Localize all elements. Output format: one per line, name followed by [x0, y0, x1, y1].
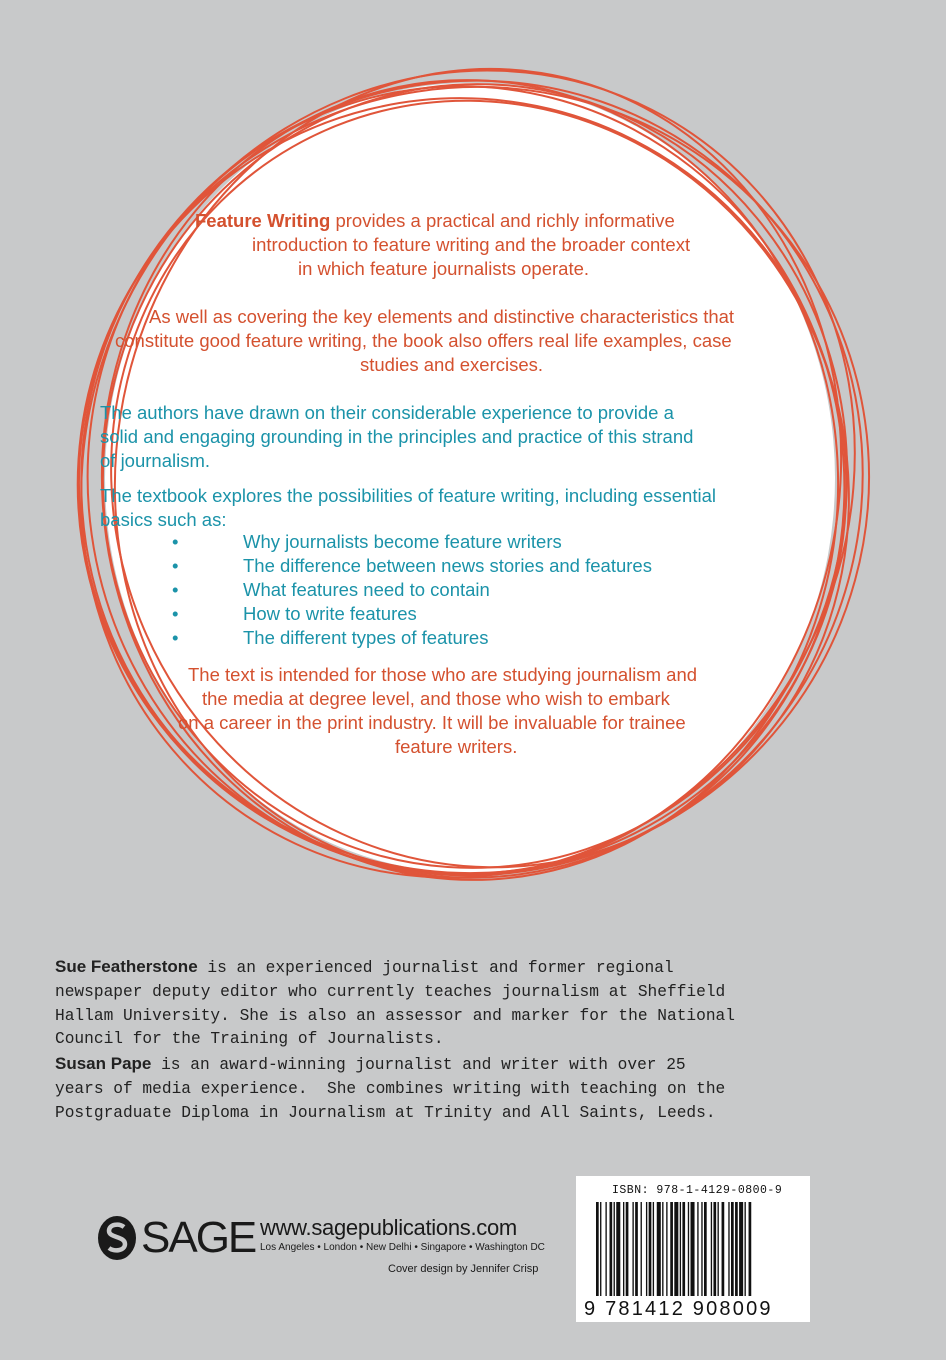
blurb-para5-line2: the media at degree level, and those who wish to embark	[202, 688, 670, 709]
barcode-bar	[641, 1202, 642, 1296]
barcode-bar	[749, 1202, 752, 1296]
author-bios	[55, 955, 835, 1126]
barcode-bar	[626, 1202, 629, 1296]
list-item	[172, 626, 652, 650]
blurb-para2-line1: As well as covering the key elements and distinctive characteristics that	[149, 306, 735, 327]
publisher-url: www.sagepublications.com	[260, 1215, 517, 1240]
bullet-text: The difference between news stories and features	[243, 555, 652, 576]
author2-bio-line2: years of media experience. She combines writing with teaching on the	[55, 1079, 726, 1098]
author1-bio-line2: newspaper deputy editor who currently teaches journalism at Sheffield	[55, 982, 726, 1001]
blurb-para3-line2: solid and engaging grounding in the principles and practice of this strand	[100, 426, 694, 447]
barcode-bar	[616, 1202, 620, 1296]
blurb-para1-line3: in which feature journalists operate.	[298, 258, 590, 279]
barcode-bar	[728, 1202, 729, 1296]
blurb-para5-line4: feature writers.	[395, 736, 518, 757]
barcode-bar	[653, 1202, 654, 1296]
barcode-bar	[600, 1202, 601, 1296]
bullet-text: Why journalists become feature writers	[243, 531, 562, 552]
bullet-icon: •	[172, 579, 179, 600]
basics-bullet-list	[172, 530, 652, 650]
barcode-bar	[697, 1202, 698, 1296]
barcode-bar	[745, 1202, 746, 1296]
list-item	[172, 602, 652, 626]
barcode-bar	[739, 1202, 743, 1296]
bullet-text: What features need to contain	[243, 579, 490, 600]
bullet-icon: •	[172, 627, 179, 648]
barcode-bar	[614, 1202, 615, 1296]
barcode-bar	[735, 1202, 738, 1296]
blurb-para5-line1: The text is intended for those who are studying journalism and	[188, 664, 698, 685]
barcode-bar	[662, 1202, 663, 1296]
bullet-text: The different types of features	[243, 627, 489, 648]
barcode-bar	[605, 1202, 606, 1296]
blurb-para2-line2: constitute good feature writing, the book also offers real life examples, case	[115, 330, 732, 351]
author1-bio-line4: Council for the Training of Journalists.	[55, 1030, 444, 1049]
barcode-bar	[711, 1202, 712, 1296]
barcode-bar	[682, 1202, 685, 1296]
blurb-para3-line1: The authors have drawn on their considerable experience to provide a	[100, 402, 674, 423]
author1-bio-line1: is an experienced journalist and former regional	[197, 959, 674, 977]
barcode-bar	[713, 1202, 716, 1296]
blurb-para2-line3: studies and exercises.	[360, 354, 544, 375]
barcode-bar	[680, 1202, 681, 1296]
blurb-para3-line3: of journalism.	[100, 450, 211, 471]
isbn-label: ISBN: 978-1-4129-0800-9	[612, 1184, 783, 1197]
author2-bio-line1: is an award-winning journalist and writer with over 25	[151, 1056, 686, 1075]
blurb-para5-line3: on a career in the print industry. It will be invaluable for trainee	[178, 712, 686, 733]
bullet-icon: •	[172, 603, 179, 624]
barcode-bar	[691, 1202, 695, 1296]
sage-s-mark-icon	[97, 1215, 137, 1261]
blurb-para4-line2: basics such as:	[100, 509, 227, 530]
author2-bio-line3: Postgraduate Diploma in Journalism at Trinity and All Saints, Leeds.	[55, 1103, 716, 1122]
barcode-bar	[646, 1202, 647, 1296]
author1-name: Sue Featherstone	[55, 957, 198, 976]
cover-credit: Cover design by Jennifer Crisp	[388, 1263, 539, 1275]
barcode-bar	[688, 1202, 689, 1296]
bullet-text: How to write features	[243, 603, 417, 624]
book-title: Feature Writing	[195, 210, 331, 231]
barcode-bar	[596, 1202, 599, 1296]
list-item	[172, 578, 652, 602]
barcode-bar	[635, 1202, 638, 1296]
list-item	[172, 554, 652, 578]
barcode-bar	[666, 1202, 667, 1296]
barcode-bar	[670, 1202, 673, 1296]
barcode-bar	[731, 1202, 734, 1296]
barcode-bar	[610, 1202, 613, 1296]
barcode-bar	[623, 1202, 624, 1296]
barcode-bar	[701, 1202, 702, 1296]
barcode-bar	[718, 1202, 719, 1296]
publisher-cities: Los Angeles • London • New Delhi • Singapore • Washington DC	[260, 1242, 545, 1253]
blurb-para1-line1-text: provides a practical and richly informative	[330, 210, 675, 231]
sage-wordmark: SAGE	[141, 1213, 256, 1262]
blurb-para4-line1: The textbook explores the possibilities of feature writing, including essential	[100, 485, 716, 506]
blurb-para1-line2: introduction to feature writing and the broader context	[252, 234, 691, 255]
author1-bio-line3: Hallam University. She is also an assessor and marker for the National	[55, 1006, 735, 1025]
barcode-digits: 9 781412 908009	[584, 1298, 773, 1320]
barcode-bar	[722, 1202, 725, 1296]
bullet-icon: •	[172, 555, 179, 576]
sage-logo	[97, 1214, 255, 1262]
list-item	[172, 530, 652, 554]
isbn-barcode	[576, 1176, 810, 1322]
bullet-icon: •	[172, 531, 179, 552]
blurb-para1-line1	[195, 209, 675, 233]
barcode-bar	[657, 1202, 661, 1296]
barcode-bar	[704, 1202, 707, 1296]
barcode-bar	[649, 1202, 652, 1296]
author2-name: Susan Pape	[55, 1054, 152, 1074]
barcode-bar	[674, 1202, 678, 1296]
barcode-bar	[632, 1202, 633, 1296]
